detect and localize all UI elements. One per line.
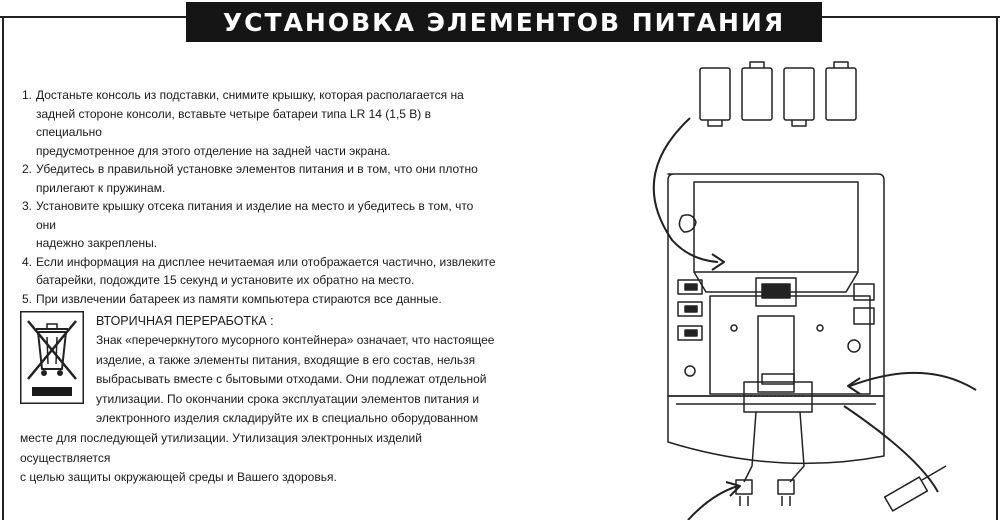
instruction-item <box>22 197 496 253</box>
recycling-line: электронного изделия складируйте их в специально оборудованном <box>96 411 479 426</box>
instruction-line: надежно закреплены. <box>36 236 158 250</box>
instruction-text <box>36 160 496 197</box>
instruction-line: прилегают к пружинам. <box>36 180 166 195</box>
instruction-number: 4. <box>22 254 33 269</box>
recycling-line: изделие, а также элементы питания, входящие в его состав, нельзя <box>96 352 476 367</box>
instruction-number: 2. <box>22 162 33 176</box>
instruction-line: задней стороне консоли, вставьте четыре батареи типа LR 14 (1,5 В) в специально <box>36 106 432 139</box>
instruction-number: 1. <box>22 88 33 102</box>
instruction-line: Убедитесь в правильной установке элементов питания и в том, что они плотно <box>36 162 478 176</box>
instruction-line: батарейки, подождите 15 секунд и установите их обратно на место. <box>36 273 415 287</box>
instruction-text <box>36 290 496 309</box>
title-banner <box>186 2 822 42</box>
instruction-list <box>22 86 496 308</box>
recycling-line: Знак «перечеркнутого мусорного контейнера» означает, что настоящее <box>96 333 495 347</box>
instruction-line: Установите крышку отсека питания и изделие на место и убедитесь в том, что они <box>36 199 474 232</box>
console-body <box>668 174 884 463</box>
instruction-text <box>36 86 496 160</box>
instruction-item <box>22 290 496 309</box>
page-title: УСТАНОВКА ЭЛЕМЕНТОВ ПИТАНИЯ <box>222 7 786 37</box>
instruction-text <box>36 197 496 253</box>
frame-left-border <box>2 16 4 520</box>
instruction-item <box>22 160 496 197</box>
instruction-line: При извлечении батареек из памяти компьютера стираются все данные. <box>36 291 442 306</box>
recycling-line: выбрасывать вместе с бытовыми отходами. Они подлежат отдельной <box>96 372 487 387</box>
recycling-paragraph <box>20 331 510 488</box>
instruction-item <box>22 253 496 290</box>
instruction-line: Достаньте консоль из подставки, снимите крышку, которая располагается на <box>36 88 464 102</box>
instruction-line: Если информация на дисплее нечитаемая или отображается частично, извлеките <box>36 254 496 269</box>
instruction-line: предусмотренное для этого отделение на задней части экрана. <box>36 143 391 158</box>
recycling-heading: ВТОРИЧНАЯ ПЕРЕРАБОТКА : <box>96 314 274 328</box>
instruction-number: 3. <box>22 199 33 213</box>
recycling-line: утилизации. По окончании срока эксплуатации элементов питания и <box>96 391 480 406</box>
battery-icons <box>700 62 856 126</box>
instruction-number: 5. <box>22 291 33 306</box>
recycling-line: месте для последующей утилизации. Утилизация электронных изделий осуществляется <box>20 430 422 465</box>
instruction-item <box>22 86 496 160</box>
recycling-line: с целью защиты окружающей среды и Вашего здоровья. <box>20 470 337 485</box>
assembly-arrows <box>654 118 976 520</box>
console-back-diagram <box>628 56 1000 520</box>
instruction-text <box>36 253 496 290</box>
